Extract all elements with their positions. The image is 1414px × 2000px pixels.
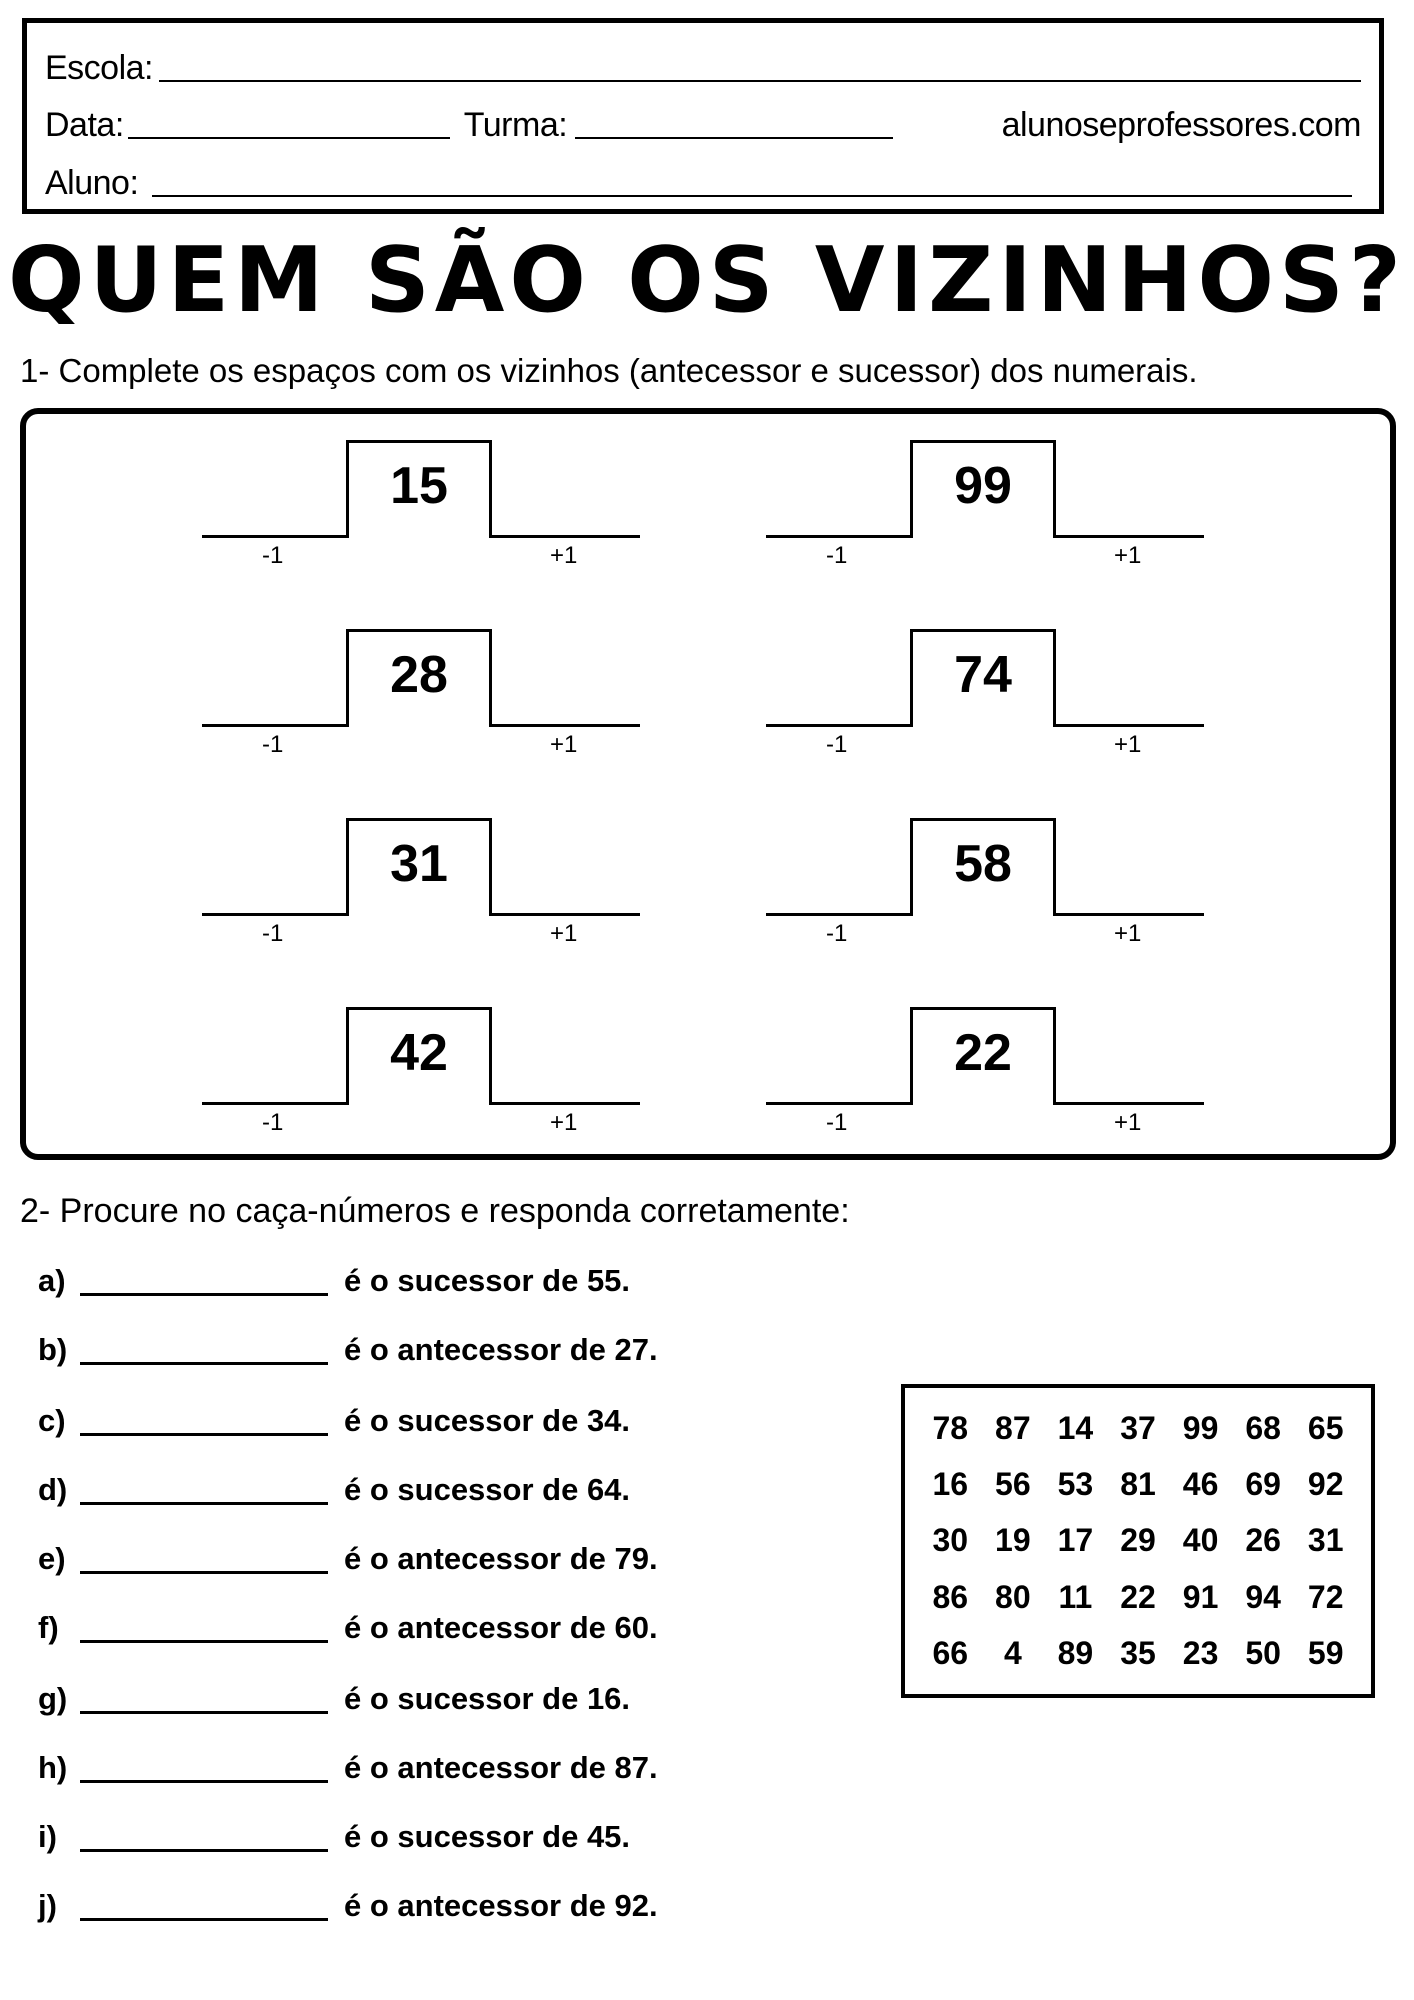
neighbor-item (202, 1007, 640, 1147)
answer-blank[interactable] (80, 1780, 328, 1783)
plus-label: +1 (550, 920, 578, 947)
grid-cell: 78 (932, 1409, 969, 1446)
minus-label: -1 (262, 920, 284, 947)
sucessor-blank[interactable] (492, 1102, 640, 1105)
sucessor-blank[interactable] (492, 913, 640, 916)
sucessor-blank[interactable] (1056, 535, 1204, 538)
minus-label: -1 (826, 731, 848, 758)
sucessor-blank[interactable] (1056, 724, 1204, 727)
grid-cell: 65 (1307, 1409, 1344, 1446)
antecessor-blank[interactable] (202, 913, 348, 916)
item-letter: g) (38, 1681, 68, 1716)
minus-label: -1 (262, 1109, 284, 1136)
grid-cell: 22 (1120, 1578, 1156, 1615)
grid-cell: 99 (1182, 1409, 1219, 1446)
number-box: 99 (910, 440, 1056, 538)
data-label: Data: (45, 106, 124, 144)
escola-label: Escola: (45, 49, 153, 87)
site-name: alunoseprofessores.com (1001, 106, 1361, 144)
turma-label: Turma: (463, 106, 568, 144)
grid-cell: 16 (932, 1466, 969, 1503)
answer-item (38, 1667, 630, 1717)
neighbor-item (766, 818, 1204, 958)
neighbor-item (766, 629, 1204, 769)
sucessor-blank[interactable] (1056, 913, 1204, 916)
neighbor-item (766, 440, 1204, 580)
antecessor-blank[interactable] (766, 535, 912, 538)
escola-row (45, 48, 1361, 88)
neighbor-item (202, 629, 640, 769)
grid-cell: 29 (1120, 1522, 1156, 1559)
answer-item (38, 1805, 630, 1855)
grid-cell: 30 (932, 1522, 969, 1559)
item-letter: c) (38, 1403, 66, 1438)
antecessor-blank[interactable] (766, 724, 912, 727)
item-letter: f) (38, 1610, 59, 1645)
aluno-row (45, 163, 1361, 203)
answer-item (38, 1527, 658, 1577)
minus-label: -1 (262, 731, 284, 758)
escola-field[interactable] (159, 80, 1361, 82)
item-letter: j) (38, 1888, 57, 1923)
neighbor-item (766, 1007, 1204, 1147)
minus-label: -1 (826, 542, 848, 569)
grid-cell: 87 (995, 1409, 1031, 1446)
antecessor-blank[interactable] (202, 724, 348, 727)
grid-cell: 92 (1307, 1466, 1344, 1503)
minus-label: -1 (262, 542, 284, 569)
answer-item (38, 1458, 630, 1508)
item-text: é o antecessor de 79. (344, 1541, 658, 1576)
answer-blank[interactable] (80, 1362, 328, 1365)
grid-cell: 86 (932, 1578, 969, 1615)
aluno-field[interactable] (152, 195, 1352, 197)
plus-label: +1 (1114, 1109, 1142, 1136)
neighbor-item (202, 440, 640, 580)
grid-cell: 14 (1057, 1409, 1094, 1446)
neighbor-item (202, 818, 640, 958)
answer-blank[interactable] (80, 1918, 328, 1921)
number-box: 74 (910, 629, 1056, 727)
grid-cell: 26 (1245, 1522, 1281, 1559)
grid-cell: 37 (1120, 1409, 1156, 1446)
number-box: 58 (910, 818, 1056, 916)
data-turma-row (45, 105, 1361, 145)
grid-cell: 68 (1245, 1409, 1281, 1446)
answer-blank[interactable] (80, 1849, 328, 1852)
turma-field[interactable] (575, 137, 893, 139)
number-box: 31 (346, 818, 492, 916)
item-letter: a) (38, 1263, 66, 1298)
aluno-label: Aluno: (45, 164, 139, 202)
item-letter: i) (38, 1819, 57, 1854)
grid-cell: 46 (1182, 1466, 1219, 1503)
grid-cell: 69 (1245, 1466, 1281, 1503)
plus-label: +1 (550, 1109, 578, 1136)
item-text: é o sucessor de 16. (344, 1681, 631, 1716)
answer-blank[interactable] (80, 1502, 328, 1505)
question-1: 1- Complete os espaços com os vizinhos (antecessor e sucessor) dos numerais. (20, 352, 1198, 389)
answer-item (38, 1596, 658, 1646)
item-text: é o sucessor de 55. (344, 1263, 631, 1298)
grid-cell: 81 (1120, 1466, 1156, 1503)
answer-item (38, 1874, 658, 1924)
number-box: 22 (910, 1007, 1056, 1105)
page-title: QUEM SÃO OS VIZINHOS? (7, 228, 1406, 333)
plus-label: +1 (1114, 920, 1142, 947)
grid-cell: 94 (1245, 1578, 1281, 1615)
answer-blank[interactable] (80, 1571, 328, 1574)
plus-label: +1 (1114, 731, 1142, 758)
item-text: é o sucessor de 45. (344, 1819, 631, 1854)
answer-item (38, 1249, 630, 1299)
data-field[interactable] (128, 137, 450, 139)
grid-cell: 56 (995, 1466, 1031, 1503)
sucessor-blank[interactable] (492, 535, 640, 538)
question-2: 2- Procure no caça-números e responda corretamente: (20, 1192, 850, 1230)
answer-blank[interactable] (80, 1640, 328, 1643)
item-text: é o antecessor de 92. (344, 1888, 658, 1923)
item-text: é o antecessor de 27. (344, 1332, 658, 1367)
number-search-grid (901, 1384, 1375, 1698)
sucessor-blank[interactable] (492, 724, 640, 727)
grid-cell: 40 (1182, 1522, 1219, 1559)
answer-item (38, 1736, 658, 1786)
antecessor-blank[interactable] (202, 1102, 348, 1105)
grid-cell: 53 (1057, 1466, 1094, 1503)
plus-label: +1 (1114, 542, 1142, 569)
grid-cell: 89 (1057, 1635, 1094, 1672)
grid-cell: 31 (1307, 1522, 1344, 1559)
item-text: é o sucessor de 34. (344, 1403, 631, 1438)
plus-label: +1 (550, 542, 578, 569)
grid-cell: 4 (1003, 1635, 1022, 1672)
antecessor-blank[interactable] (202, 535, 348, 538)
answer-item (38, 1389, 630, 1439)
grid-cell: 11 (1058, 1578, 1093, 1615)
answer-blank[interactable] (80, 1293, 328, 1296)
grid-cell: 35 (1120, 1635, 1156, 1672)
minus-label: -1 (826, 920, 848, 947)
sucessor-blank[interactable] (1056, 1102, 1204, 1105)
item-text: é o sucessor de 64. (344, 1472, 631, 1507)
minus-label: -1 (826, 1109, 848, 1136)
item-letter: d) (38, 1472, 68, 1507)
antecessor-blank[interactable] (766, 913, 912, 916)
grid-cell: 80 (995, 1578, 1031, 1615)
plus-label: +1 (550, 731, 578, 758)
neighbors-panel (20, 408, 1396, 1160)
antecessor-blank[interactable] (766, 1102, 912, 1105)
item-letter: b) (38, 1332, 68, 1367)
item-letter: e) (38, 1541, 66, 1576)
number-box: 28 (346, 629, 492, 727)
grid-cell: 66 (932, 1635, 969, 1672)
grid-cell: 91 (1182, 1578, 1219, 1615)
item-text: é o antecessor de 60. (344, 1610, 658, 1645)
header-box (22, 18, 1384, 214)
grid-cell: 19 (995, 1522, 1031, 1559)
grid-cell: 23 (1182, 1635, 1219, 1672)
grid-cell: 72 (1307, 1578, 1344, 1615)
number-box: 42 (346, 1007, 492, 1105)
item-text: é o antecessor de 87. (344, 1750, 658, 1785)
answer-blank[interactable] (80, 1433, 328, 1436)
grid-cell: 50 (1245, 1635, 1281, 1672)
answer-blank[interactable] (80, 1711, 328, 1714)
number-box: 15 (346, 440, 492, 538)
answer-item (38, 1318, 658, 1368)
grid-cell: 59 (1307, 1635, 1344, 1672)
item-letter: h) (38, 1750, 68, 1785)
grid-cell: 17 (1057, 1522, 1094, 1559)
